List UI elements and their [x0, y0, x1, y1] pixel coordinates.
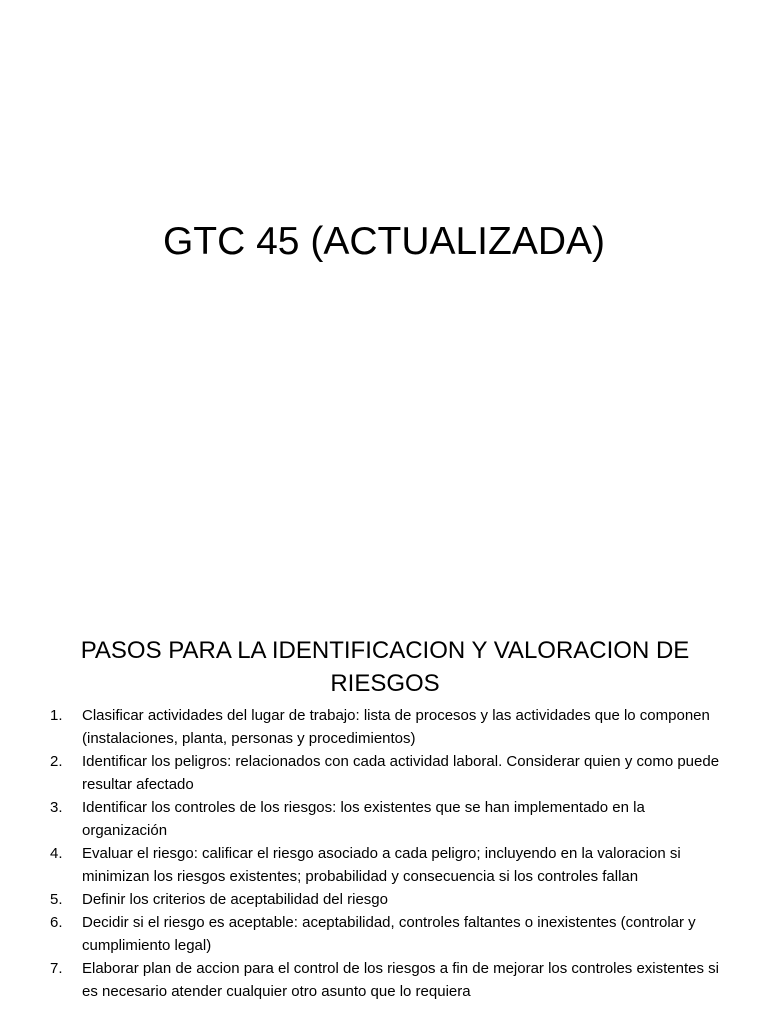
step-number: 2.	[50, 753, 63, 770]
step-text: Evaluar el riesgo: calificar el riesgo asociado a cada peligro; incluyendo en la valoracion si minimizan los riesgos existentes; probabilidad y consecuencia si los controles fallan	[82, 845, 681, 885]
step-text: Definir los criterios de aceptabilidad del riesgo	[82, 891, 388, 908]
step-number: 1.	[50, 707, 63, 724]
step-item-3	[10, 796, 730, 842]
section-heading: PASOS PARA LA IDENTIFICACION Y VALORACION DE RIESGOS	[80, 637, 690, 697]
step-item-6	[10, 911, 730, 957]
step-item-4	[10, 842, 730, 888]
slide-title: GTC 45 (ACTUALIZADA)	[162, 220, 606, 263]
step-number: 7.	[50, 960, 63, 977]
step-text: Clasificar actividades del lugar de trabajo: lista de procesos y las actividades que lo componen (instalaciones, planta, personas y procedimientos)	[82, 707, 710, 747]
step-number: 3.	[50, 799, 63, 816]
step-number: 4.	[50, 845, 63, 862]
step-item-7	[10, 957, 730, 1003]
step-text: Decidir si el riesgo es aceptable: aceptabilidad, controles faltantes o inexistentes (controlar y cumplimiento legal)	[82, 914, 696, 954]
step-number: 6.	[50, 914, 63, 931]
step-text: Identificar los peligros: relacionados con cada actividad laboral. Considerar quien y como puede resultar afectado	[82, 753, 720, 793]
step-item-5	[10, 888, 730, 911]
step-text: Identificar los controles de los riesgos: los existentes que se han implementado en la organización	[82, 799, 645, 839]
step-item-1	[10, 704, 730, 750]
step-item-2	[10, 750, 730, 796]
steps-list	[10, 704, 730, 1003]
step-number: 5.	[50, 891, 63, 908]
step-text: Elaborar plan de accion para el control de los riesgos a fin de mejorar los controles existentes si es necesario atender cualquier otro asunto que lo requiera	[82, 960, 720, 1000]
